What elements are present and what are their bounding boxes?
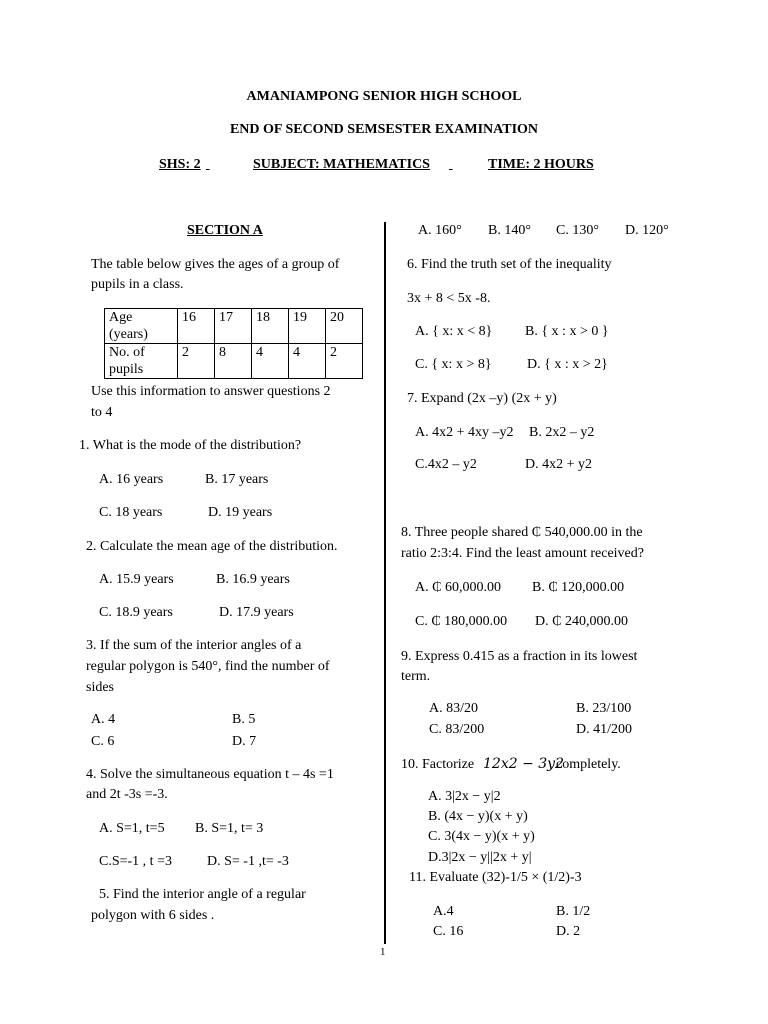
- q7-text: 7. Expand (2x –y) (2x + y): [407, 391, 557, 406]
- q7-option-c: C.4x2 – y2: [415, 457, 477, 472]
- q1-option-b: B. 17 years: [205, 472, 269, 487]
- q11-text: 11. Evaluate (32)-1/5 × (1/2)-3: [409, 870, 582, 885]
- q5-option-d: D. 120°: [625, 223, 669, 238]
- table-row: [105, 309, 363, 344]
- q9-option-a: A. 83/20: [429, 701, 478, 716]
- table-cell: No. of pupils: [105, 344, 178, 379]
- q3-line-1: 3. If the sum of the interior angles of a: [86, 638, 302, 653]
- section-title: SECTION A: [187, 223, 263, 238]
- q9-line-1: 9. Express 0.415 as a fraction in its lowest: [401, 649, 638, 664]
- q10-option-c: C. 3(4x − y)(x + y): [428, 829, 535, 844]
- table-cell: 16: [178, 309, 215, 344]
- q2-option-d: D. 17.9 years: [219, 605, 294, 620]
- table-cell: 18: [252, 309, 289, 344]
- use-info-line-2: to 4: [91, 405, 113, 420]
- q11-option-d: D. 2: [556, 924, 581, 939]
- table-cell: 8: [215, 344, 252, 379]
- table-cell: 4: [252, 344, 289, 379]
- q4-option-b: B. S=1, t= 3: [195, 821, 264, 836]
- age-table: [104, 308, 363, 379]
- q3-line-2: regular polygon is 540°, find the number of: [86, 659, 330, 674]
- q2-option-a: A. 15.9 years: [99, 572, 174, 587]
- q10-expression: 12x2 − 3y2: [483, 756, 564, 772]
- q3-line-3: sides: [86, 680, 114, 695]
- q2-text: 2. Calculate the mean age of the distribution.: [86, 539, 338, 554]
- q10-prefix: 10. Factorize: [401, 757, 475, 772]
- q2-option-c: C. 18.9 years: [99, 605, 173, 620]
- q11-option-b: B. 1/2: [556, 904, 591, 919]
- q9-line-2: term.: [401, 669, 431, 684]
- q4-line-2: and 2t -3s =-3.: [86, 787, 168, 802]
- q11-option-c: C. 16: [433, 924, 464, 939]
- q7-option-d: D. 4x2 + y2: [525, 457, 593, 472]
- q4-option-c: C.S=-1 , t =3: [99, 854, 172, 869]
- table-cell: 2: [326, 344, 363, 379]
- exam-title: END OF SECOND SEMSESTER EXAMINATION: [229, 122, 539, 137]
- q4-option-d: D. S= -1 ,t= -3: [207, 854, 289, 869]
- header-underline-gap: [206, 156, 256, 173]
- q9-option-b: B. 23/100: [576, 701, 632, 716]
- q6-option-d: D. { x : x > 2}: [527, 357, 608, 372]
- page-number: 1: [380, 946, 386, 958]
- q10-suffix: completely.: [556, 757, 621, 772]
- q2-option-b: B. 16.9 years: [216, 572, 290, 587]
- q3-option-c: C. 6: [91, 734, 115, 749]
- q6-inequality: 3x + 8 < 5x -8.: [407, 291, 491, 306]
- q4-option-a: A. S=1, t=5: [99, 821, 165, 836]
- q1-option-c: C. 18 years: [99, 505, 163, 520]
- q9-option-d: D. 41/200: [576, 722, 632, 737]
- header-underline-gap-2: [449, 156, 489, 173]
- q7-option-a: A. 4x2 + 4xy –y2: [415, 425, 514, 440]
- q1-text: 1. What is the mode of the distribution?: [79, 438, 302, 453]
- q5-option-c: C. 130°: [556, 223, 599, 238]
- q6-option-c: C. { x: x > 8}: [415, 357, 492, 372]
- q5-line-2: polygon with 6 sides .: [91, 908, 215, 923]
- q10-option-d: D.3|2x − y||2x + y|: [428, 850, 532, 865]
- q3-option-b: B. 5: [232, 712, 256, 727]
- subject-label: SUBJECT: MATHEMATICS: [253, 157, 430, 172]
- q5-option-a: A. 160°: [418, 223, 462, 238]
- q5-line-1: 5. Find the interior angle of a regular: [99, 887, 306, 902]
- q3-option-a: A. 4: [91, 712, 116, 727]
- school-name: AMANIAMPONG SENIOR HIGH SCHOOL: [246, 89, 522, 104]
- intro-line-2: pupils in a class.: [91, 277, 184, 292]
- table-cell: 2: [178, 344, 215, 379]
- q8-option-c: C. ₵ 180,000.00: [415, 614, 508, 629]
- table-cell: 4: [289, 344, 326, 379]
- q3-option-d: D. 7: [232, 734, 257, 749]
- table-cell: 20: [326, 309, 363, 344]
- q1-option-d: D. 19 years: [208, 505, 273, 520]
- q6-text: 6. Find the truth set of the inequality: [407, 257, 612, 272]
- q7-option-b: B. 2x2 – y2: [529, 425, 595, 440]
- table-cell: 17: [215, 309, 252, 344]
- table-cell: Age (years): [105, 309, 178, 344]
- q5-option-b: B. 140°: [488, 223, 531, 238]
- q10-option-a: A. 3|2x − y|2: [428, 789, 501, 804]
- use-info-line-1: Use this information to answer questions 2: [91, 384, 331, 399]
- q8-option-b: B. ₵ 120,000.00: [532, 580, 625, 595]
- q8-option-d: D. ₵ 240,000.00: [535, 614, 628, 629]
- q6-option-a: A. { x: x < 8}: [415, 324, 493, 339]
- table-cell: 19: [289, 309, 326, 344]
- intro-line-1: The table below gives the ages of a group of: [91, 257, 340, 272]
- q8-line-1: 8. Three people shared ₵ 540,000.00 in the: [401, 525, 643, 540]
- column-divider: [384, 222, 386, 944]
- q11-option-a: A.4: [433, 904, 454, 919]
- q8-option-a: A. ₵ 60,000.00: [415, 580, 501, 595]
- q8-line-2: ratio 2:3:4. Find the least amount received?: [401, 546, 644, 561]
- q6-option-b: B. { x : x > 0 }: [525, 324, 609, 339]
- q1-option-a: A. 16 years: [99, 472, 164, 487]
- q10-option-b: B. (4x − y)(x + y): [428, 809, 528, 824]
- time-label: TIME: 2 HOURS: [488, 157, 594, 172]
- table-row: [105, 344, 363, 379]
- q4-line-1: 4. Solve the simultaneous equation t – 4s =1: [86, 767, 334, 782]
- class-label: SHS: 2: [159, 157, 201, 172]
- q9-option-c: C. 83/200: [429, 722, 485, 737]
